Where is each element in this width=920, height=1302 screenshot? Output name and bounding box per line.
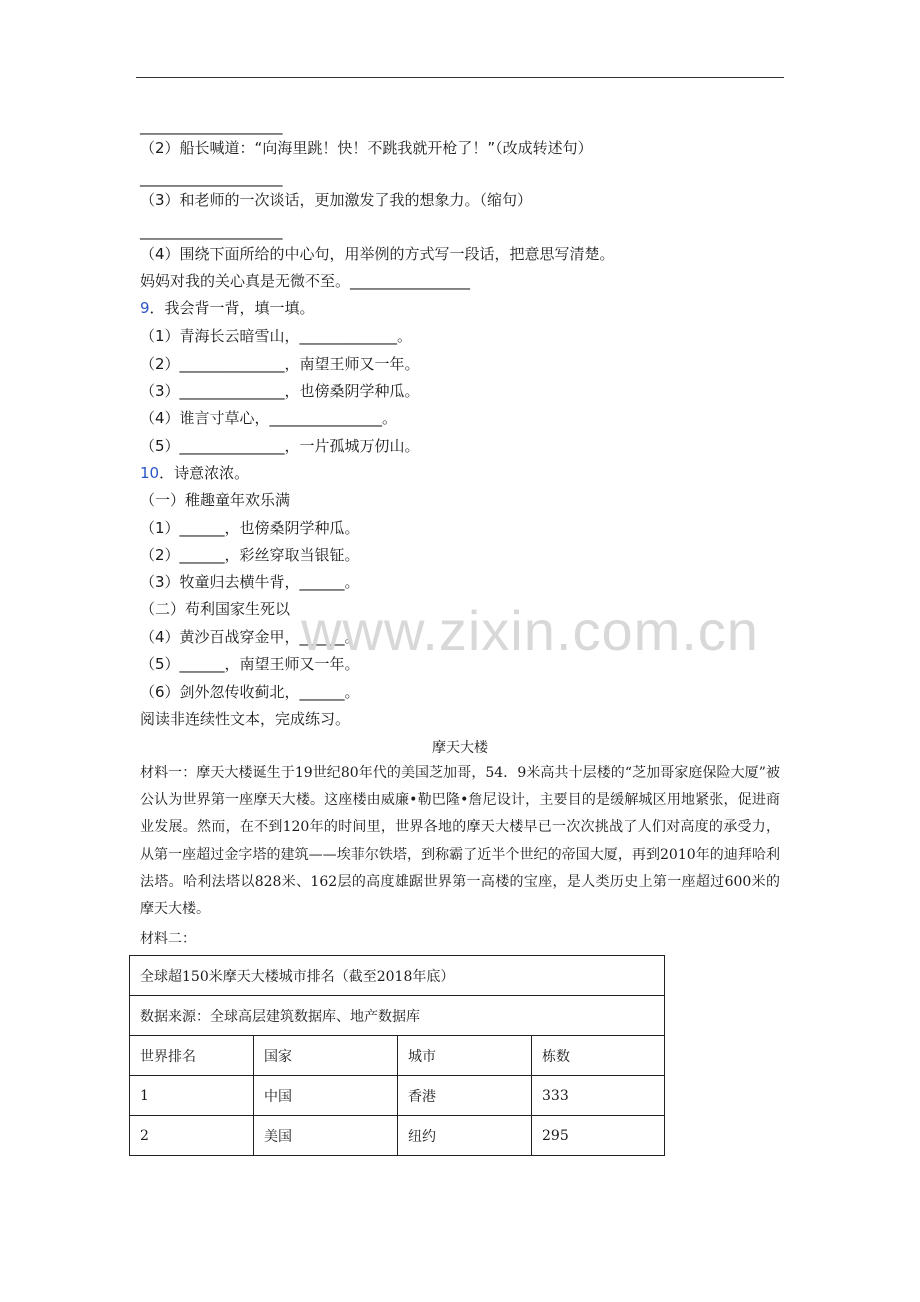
q9-item: （2）______________，南望王师又一年。 (140, 355, 420, 373)
question-10-heading (140, 463, 249, 483)
question-9-number: 9 (140, 299, 150, 317)
q10-item: （6）剑外忽传收蓟北，______。 (140, 683, 360, 701)
q10-item: （2）______，彩丝穿取当银钲。 (140, 546, 360, 564)
answer-blank-2: ___________________ (140, 169, 283, 187)
article-title: 摩天大楼 (432, 740, 488, 756)
q9-item: （4）谁言寸草心，_______________。 (140, 409, 398, 427)
header-rank: 世界排名 (130, 1036, 254, 1076)
q9-item: （1）青海长云暗雪山，_____________。 (140, 327, 413, 345)
answer-blank-3: ___________________ (140, 222, 283, 240)
table-source-row (130, 996, 665, 1036)
header-count: 栋数 (532, 1036, 665, 1076)
header-country: 国家 (254, 1036, 398, 1076)
table-source: 数据来源：全球高层建筑数据库、地产数据库 (130, 996, 665, 1036)
q10-section: （一）稚趣童年欢乐满 (140, 491, 291, 509)
question-9-title: ．我会背一背，填一填。 (149, 299, 315, 317)
table-row (130, 1116, 665, 1156)
watermark: www.zixin.com.cn (301, 599, 759, 662)
table-row (130, 1076, 665, 1116)
cell-count: 333 (532, 1076, 665, 1116)
q10-item: （4）黄沙百战穿金甲，______。 (140, 628, 360, 646)
cell-country: 中国 (254, 1076, 398, 1116)
question-9-heading (140, 298, 315, 318)
material-2-label: 材料二： (140, 931, 196, 947)
q10-item: （3）牧童归去横牛背，______。 (140, 573, 360, 591)
q9-item: （5）______________，一片孤城万仞山。 (140, 437, 420, 455)
q10-item: （5）______，南望王师又一年。 (140, 655, 360, 673)
table-header-row (130, 1036, 665, 1076)
material-1-paragraph: 材料一：摩天大楼诞生于19世纪80年代的美国芝加哥，54．9米高共十层楼的“芝加哥家庭保险大厦”被公认为世界第一座摩天大楼。这座楼由威廉•勒巴隆•詹尼设计，主要目的是缓解城区用地紧张，促进商业发展。然而，在不到120年的时间里，世界各地的摩天大楼早已一次次挑战了人们对高度的承受力，从第一座超过金字塔的建筑——埃菲尔铁塔，到称霸了近半个世纪的帝国大厦，再到2010年的迪拜哈利法塔。哈利法塔以828米、162层的高度雄踞世界第一高楼的宝座，是人类历史上第一座超过600米的摩天大楼。 (140, 765, 780, 918)
table-caption: 全球超150米摩天大楼城市排名（截至2018年底） (130, 956, 665, 996)
cell-country: 美国 (254, 1116, 398, 1156)
q10-section: （二）苟利国家生死以 (140, 600, 291, 618)
question-2: （2）船长喊道：“向海里跳！快！不跳我就开枪了！”（改成转述句） (140, 139, 593, 157)
answer-blank-1: ___________________ (140, 117, 283, 135)
question-10-number: 10 (140, 464, 160, 482)
header-rule (136, 77, 784, 78)
cell-city: 纽约 (398, 1116, 532, 1156)
table-caption-row (130, 956, 665, 996)
cell-rank: 1 (130, 1076, 254, 1116)
header-city: 城市 (398, 1036, 532, 1076)
cell-rank: 2 (130, 1116, 254, 1156)
skyscraper-ranking-table (129, 955, 665, 1156)
q10-item: （1）______，也傍桑阴学种瓜。 (140, 519, 360, 537)
question-3: （3）和老师的一次谈话，更加激发了我的想象力。（缩句） (140, 191, 533, 209)
q9-item: （3）______________，也傍桑阴学种瓜。 (140, 382, 420, 400)
question-4: （4）围绕下面所给的中心句，用举例的方式写一段话，把意思写清楚。 (140, 245, 615, 263)
cell-count: 295 (532, 1116, 665, 1156)
cell-city: 香港 (398, 1076, 532, 1116)
question-10-title: ．诗意浓浓。 (159, 464, 250, 482)
reading-intro: 阅读非连续性文本，完成练习。 (140, 710, 351, 728)
question-4-topic: 妈妈对我的关心真是无微不至。________________ (140, 272, 471, 290)
